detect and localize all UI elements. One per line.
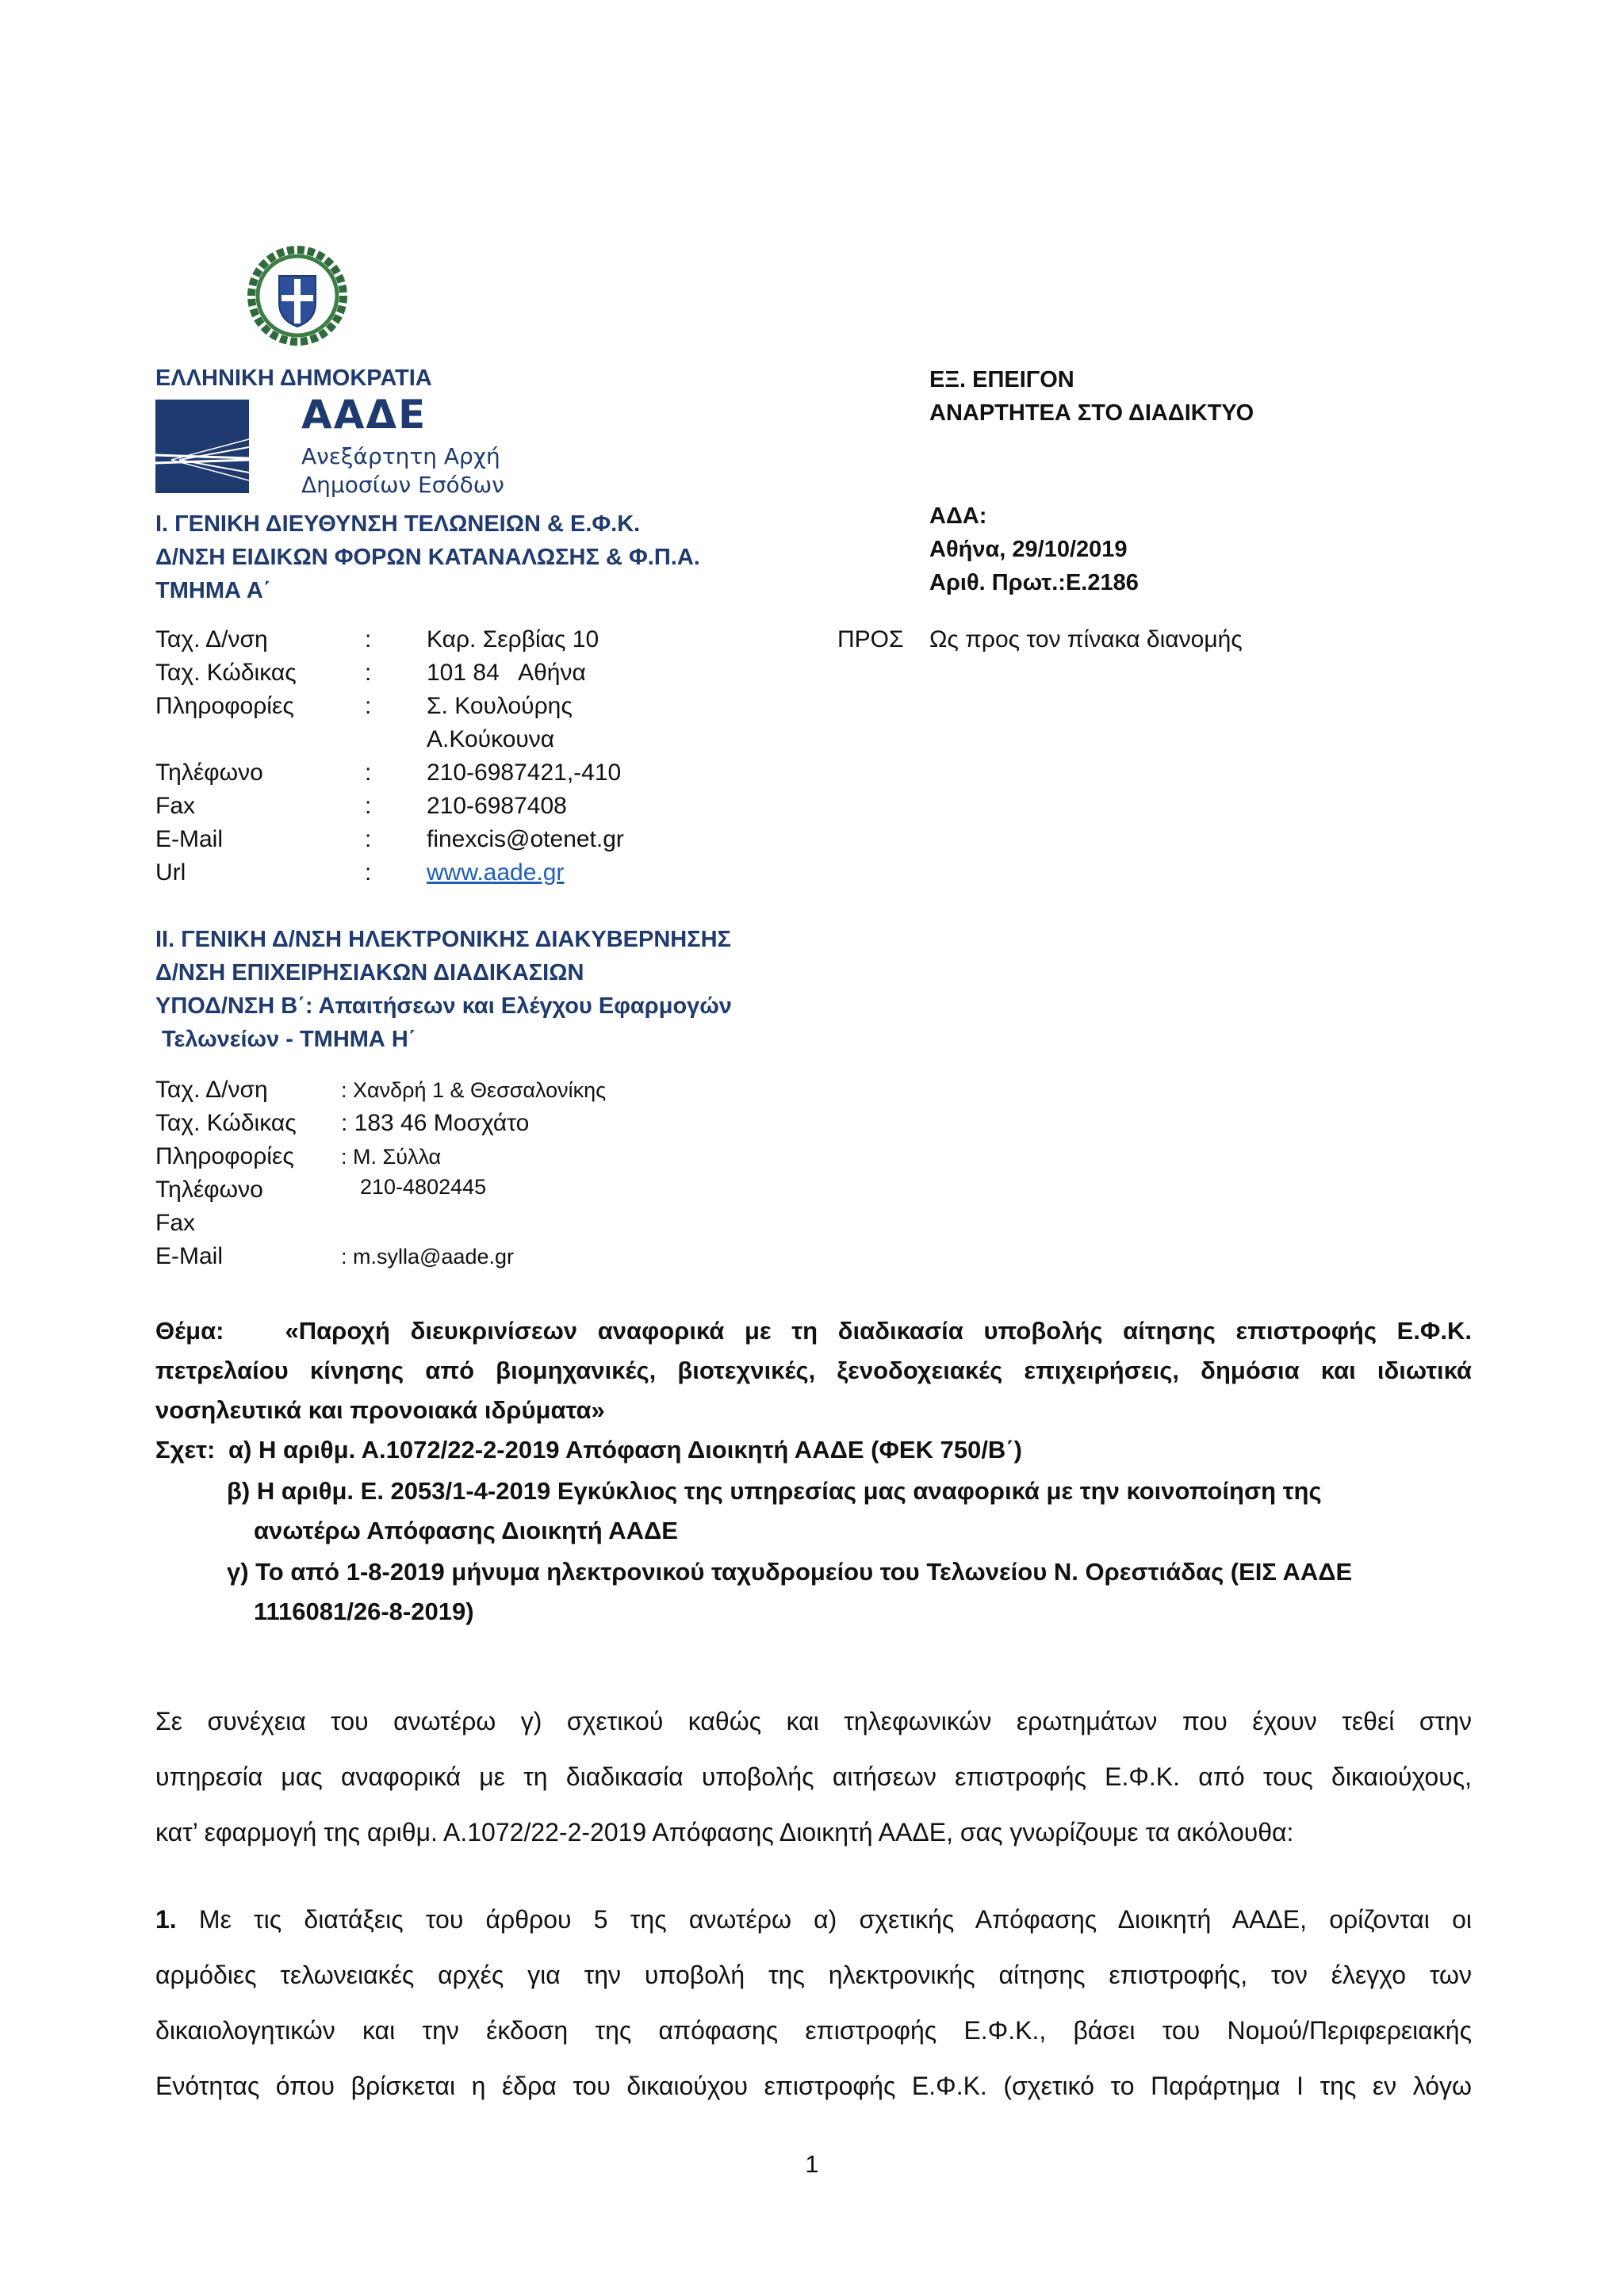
contact-row: Ταχ. Δ/νση : Χανδρή 1 & Θεσσαλονίκης [155, 1077, 607, 1103]
aade-logo-subtitle: Ανεξάρτητη Αρχή Δημοσίων Εσόδων [301, 443, 504, 498]
subject-line-2: πετρελαίου κίνησης από βιομηχανικές, βιοτεχνικές, ξενοδοχειακές επιχειρήσεις, δημόσια και ιδιωτικά [155, 1357, 1472, 1384]
contact-table-2 [155, 1073, 790, 1273]
aade-logo-icon [155, 400, 249, 493]
republic-title: ΕΛΛΗΝΙΚΗ ΔΗΜΟΚΡΑΤΙΑ [155, 365, 432, 391]
contact-row: Ταχ. Κώδικας : 183 46 Μοσχάτο [155, 1110, 530, 1136]
ada-label: ΑΔΑ: [929, 503, 987, 529]
document-date: Αθήνα, 29/10/2019 [929, 537, 1128, 562]
related-item-a: α) Η αριθμ. Α.1072/22-2-2019 Απόφαση Διοικητή ΑΑΔΕ (ΦΕΚ 750/Β΄) [228, 1436, 1022, 1464]
contact-row: Α.Κούκουνα [427, 726, 555, 752]
contact-row: Πληροφορίες : Μ. Σύλλα [155, 1143, 442, 1169]
contact-row: Τηλέφωνο : 210-6987421,-410 [155, 760, 622, 786]
related-item-c-cont: 1116081/26-8-2019) [254, 1598, 474, 1625]
subject-label: Θέμα: [155, 1317, 224, 1345]
protocol-number: Αριθ. Πρωτ.:Ε.2186 [929, 570, 1139, 595]
contact-row: Τηλέφωνο 210-4802445 [155, 1175, 487, 1203]
page-number: 1 [805, 2150, 819, 2178]
body-paragraph-1: Σε συνέχεια του ανωτέρω γ) σχετικού καθώς και τηλεφωνικών ερωτημάτων που έχουν τεθεί στην υπηρεσία μας αναφορικά με τη διαδικασία υποβολής αιτήσεων επιστροφής Ε.Φ.Κ. από τους δικαιούχους, κατ’ εφαρμογή της αριθμ. Α.1072/22-2-2019 Απόφασης Διοικητή ΑΑΔΕ, σας γνωρίζουμε τα ακόλουθα: [155, 1707, 1472, 1846]
recipient-value: Ως προς τον πίνακα διανομής [929, 626, 1243, 652]
subject-block [155, 1311, 1472, 1430]
post-online-label: ΑΝΑΡΤΗΤΕΑ ΣΤΟ ΔΙΑΔΙΚΤΥΟ [929, 400, 1254, 426]
coat-of-arms-icon [247, 246, 347, 346]
related-label: Σχετ: [155, 1436, 216, 1464]
contact-row-url: Url : www.aade.gr [155, 856, 790, 890]
urgent-label: ΕΞ. ΕΠΕΙΓΟΝ [929, 367, 1074, 392]
contact-row: Ταχ. Κώδικας : 101 84 Αθήνα [155, 660, 586, 686]
subject-line-3: νοσηλευτικά και προνοιακά ιδρύματα» [155, 1396, 605, 1424]
recipient-label: ΠΡΟΣ [837, 626, 904, 652]
paragraph-number: 1. [155, 1905, 177, 1934]
contact-row: E-Mail : finexcis@otenet.gr [155, 826, 624, 852]
contact-table-1 [155, 623, 790, 890]
body-paragraph-2: 1. Με τις διατάξεις του άρθρου 5 της ανωτέρω α) σχετικής Απόφασης Διοικητή ΑΑΔΕ, ορίζονται οι αρμόδιες τελωνειακές αρχές για την υποβολή της ηλεκτρονικής αίτησης επιστροφής, τον έλεγχο των δικαιολογητικών και την έκδοση της απόφασης επιστροφής Ε.Φ.Κ., βάσει του Νομού/Περιφερειακής Ενότητας όπου βρίσκεται η έδρα του δικαιούχου επιστροφής Ε.Φ.Κ. (σχετικό το Παράρτημα Ι της εν λόγω [155, 1905, 1473, 2100]
urgency-block [929, 363, 1254, 430]
contact-row: Πληροφορίες : Σ. Κουλούρης [155, 693, 573, 719]
department-2-heading: ΙΙ. ΓΕΝΙΚΗ Δ/ΝΣΗ ΗΛΕΚΤΡΟΝΙΚΗΣ ΔΙΑΚΥΒΕΡΝΗΣΗΣ Δ/ΝΣΗ ΕΠΙΧΕΙΡΗΣΙΑΚΩΝ ΔΙΑΔΙΚΑΣΙΩΝ ΥΠΟΔ/ΝΣΗ Β΄: Απαιτήσεων και Ελέγχου Εφαρμογών Τελωνείων - ΤΜΗΜΑ Η΄ [155, 927, 732, 1052]
reference-block [929, 499, 1139, 599]
aade-logo-word: ΑΑΔΕ [301, 392, 427, 438]
contact-row: Ταχ. Δ/νση : Καρ. Σερβίας 10 [155, 626, 599, 652]
website-link[interactable]: www.aade.gr [427, 859, 565, 886]
department-1-heading: Ι. ΓΕΝΙΚΗ ΔΙΕΥΘΥΝΣΗ ΤΕΛΩΝΕΙΩΝ & Ε.Φ.Κ. Δ/ΝΣΗ ΕΙΔΙΚΩΝ ΦΟΡΩΝ ΚΑΤΑΝΑΛΩΣΗΣ & Φ.Π.Α. ΤΜΗΜΑ Α΄ [155, 511, 700, 603]
related-item-b-cont: ανωτέρω Απόφασης Διοικητή ΑΑΔΕ [254, 1517, 678, 1544]
related-item-c: γ) Το από 1-8-2019 μήνυμα ηλεκτρονικού ταχυδρομείου του Τελωνείου Ν. Ορεστιάδας (ΕΙΣ ΑΑΔΕ [227, 1558, 1353, 1586]
related-item-b: β) Η αριθμ. Ε. 2053/1-4-2019 Εγκύκλιος της υπηρεσίας μας αναφορικά με την κοινοποίηση της [227, 1477, 1322, 1505]
subject-line-1: «Παροχή διευκρινίσεων αναφορικά με τη διαδικασία υποβολής αίτησης επιστροφής Ε.Φ.Κ. [285, 1317, 1472, 1345]
contact-row: E-Mail : m.sylla@aade.gr [155, 1243, 514, 1269]
contact-row: Fax : 210-6987408 [155, 793, 567, 819]
contact-row: Fax [155, 1210, 196, 1236]
